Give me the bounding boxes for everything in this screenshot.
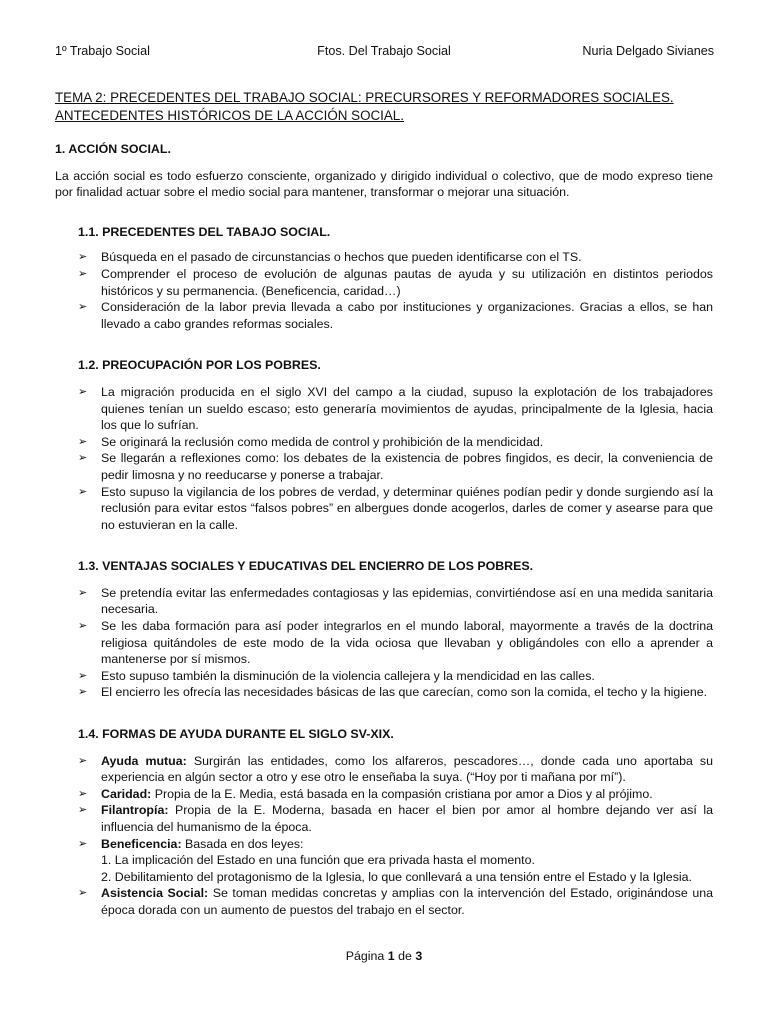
- list-item: ➢ Se pretendía evitar las enfermedades contagiosas y las epidemias, convirtiéndose así en una medida sanitaria necesaria.: [78, 585, 713, 617]
- list-item: ➢ Comprender el proceso de evolución de algunas pautas de ayuda y su utilización en distintos periodos históricos y su permanencia. (Beneficencia, caridad…): [78, 266, 713, 298]
- item-term: Asistencia Social:: [101, 886, 209, 901]
- list-item: ➢ La migración producida en el siglo XVI del campo a la ciudad, supuso la explotación de los trabajadores quienes tenían un sueldo escaso; esto generaría movimientos de ayudas, principalmente de la Iglesia, hacia los que lo sufrían.: [78, 384, 713, 433]
- arrow-bullet-icon: ➢: [78, 669, 88, 682]
- section-1-4-list: [78, 753, 713, 919]
- arrow-bullet-icon: ➢: [78, 485, 88, 498]
- arrow-bullet-icon: ➢: [78, 452, 88, 465]
- header-center: Ftos. Del Trabajo Social: [317, 44, 451, 58]
- section-1-paragraph: La acción social es todo esfuerzo consciente, organizado y dirigido individual o colectivo, que de modo expreso tiene por finalidad actuar sobre el medio social para mantener, transformar o mejorar una situación.: [55, 168, 713, 200]
- section-1-1-heading: 1.1. PRECEDENTES DEL TABAJO SOCIAL.: [78, 224, 331, 239]
- section-1-2-list: [78, 384, 713, 533]
- list-item: ➢ Se les daba formación para así poder integrarlos en el mundo laboral, mayormente a través de la doctrina religiosa quitándoles de este modo de la vida ociosa que llevaban y obligándoles con ello a aprender a mantenerse por sí mismos.: [78, 619, 713, 667]
- list-item: ➢ Esto supuso la vigilancia de los pobres de verdad, y determinar quiénes podían pedir y donde surgiendo así la reclusión para evitar estos “falsos pobres” en albergues donde acogerlos, darles de comer y asearse para que no estuvieran en la calle.: [78, 484, 713, 532]
- section-1-heading: 1. ACCIÓN SOCIAL.: [55, 142, 171, 156]
- header-left: 1º Trabajo Social: [55, 44, 150, 58]
- section-1-2-heading: 1.2. PREOCUPACIÓN POR LOS POBRES.: [78, 358, 321, 373]
- sub-item-2: 2. Debilitamiento del protagonismo de la Iglesia, lo que conllevará a una tensión entre el Estado y la Iglesia.: [101, 869, 692, 884]
- arrow-bullet-icon: ➢: [78, 837, 88, 850]
- page-title: TEMA 2: PRECEDENTES DEL TRABAJO SOCIAL: PRECURSORES Y REFORMADORES SOCIALES. ANTECEDENTES HISTÓRICOS DE LA ACCIÓN SOCIAL.: [55, 90, 674, 123]
- page-number: 1: [387, 949, 395, 963]
- arrow-bullet-icon: ➢: [78, 435, 88, 448]
- section-1-3-heading: 1.3. VENTAJAS SOCIALES Y EDUCATIVAS DEL ENCIERRO DE LOS POBRES.: [78, 559, 534, 574]
- item-term: Beneficencia:: [101, 836, 182, 851]
- document-body: [55, 89, 713, 919]
- item-term: Ayuda mutua:: [101, 753, 187, 768]
- page-footer: Página 1 de 3: [345, 949, 423, 963]
- list-item: ➢ Búsqueda en el pasado de circunstancias o hechos que pueden identificarse con el TS.: [78, 250, 582, 265]
- list-item: ➢ Se llegarán a reflexiones como: los debates de la existencia de pobres fingidos, es decir, la conveniencia de pedir limosna y no reeducarse y ponerse a trabajar.: [78, 451, 713, 482]
- list-item: ➢ Se originará la reclusión como medida de control y prohibición de la mendicidad.: [78, 434, 544, 449]
- list-item: ➢ Filantropía: Propia de la E. Moderna, basada en hacer el bien por amor al hombre dejando ver así la influencia del humanismo de la época.: [78, 803, 713, 834]
- list-item: ➢ Esto supuso también la disminución de la violencia callejera y la mendicidad en las calles.: [78, 668, 595, 683]
- list-item: ➢ Ayuda mutua: Surgirán las entidades, como los alfareros, pescadores…, donde cada uno aportaba su experiencia en algún sector a otro y ese otro le enseñaba la suya. (“Hoy por ti mañana por mí”).: [78, 753, 713, 785]
- header-right: Nuria Delgado Sivianes: [582, 44, 714, 58]
- item-term: Caridad:: [101, 786, 152, 801]
- arrow-bullet-icon: ➢: [78, 385, 88, 398]
- sub-item-1: 1. La implicación del Estado en una función que era privada hasta el momento.: [101, 853, 535, 868]
- arrow-bullet-icon: ➢: [78, 754, 88, 767]
- section-1-1-list: [78, 249, 713, 332]
- arrow-bullet-icon: ➢: [78, 267, 88, 280]
- arrow-bullet-icon: ➢: [78, 787, 88, 800]
- list-item: ➢ Beneficencia: Basada en dos leyes: 1. La implicación del Estado en una función que era privada hasta el momento. 2. Debilitamiento del protagonismo de la Iglesia, lo que conllevará a una tensión entre el Estado y la Iglesia.: [78, 836, 713, 886]
- arrow-bullet-icon: ➢: [78, 586, 88, 599]
- item-term: Filantropía:: [101, 803, 169, 818]
- page-total: 3: [415, 949, 423, 963]
- list-item: ➢ Caridad: Propia de la E. Media, está basada en la compasión cristiana por amor a Dios y al prójimo.: [78, 786, 653, 801]
- list-item: ➢ El encierro les ofrecía las necesidades básicas de las que carecían, como son la comida, el techo y la higiene.: [78, 685, 708, 700]
- arrow-bullet-icon: ➢: [78, 887, 88, 900]
- section-1-3-list: [78, 585, 713, 701]
- list-item: ➢ Asistencia Social: Se toman medidas concretas y amplias con la intervención del Estado, originándose una época dorada con un aumento de puestos del trabajo en el sector.: [78, 886, 713, 917]
- arrow-bullet-icon: ➢: [78, 251, 88, 264]
- arrow-bullet-icon: ➢: [78, 301, 88, 314]
- arrow-bullet-icon: ➢: [78, 804, 88, 817]
- list-item: ➢ Consideración de la labor previa llevada a cabo por instituciones y organizaciones. Gracias a ellos, se han llevado a cabo grandes reformas sociales.: [78, 300, 713, 331]
- arrow-bullet-icon: ➢: [78, 686, 88, 699]
- arrow-bullet-icon: ➢: [78, 620, 88, 633]
- section-1-4-heading: 1.4. FORMAS DE AYUDA DURANTE EL SIGLO SV-XIX.: [78, 727, 394, 742]
